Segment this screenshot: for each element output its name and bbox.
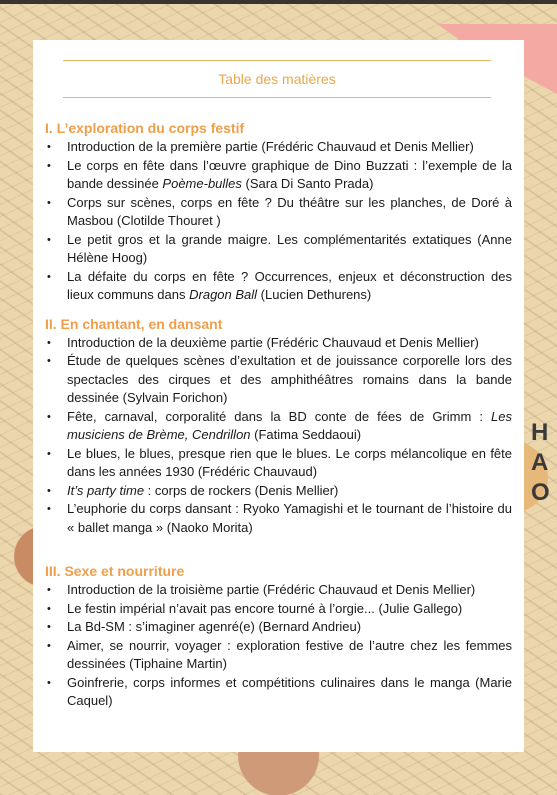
- toc-entry: • Le blues, le blues, presque rien que le blues. Le corps mélancolique en fête dans les années 1930 (Frédéric Chauvaud): [45, 445, 512, 482]
- toc-entry: • Corps sur scènes, corps en fête ? Du théâtre sur les planches, de Doré à Masbou (Clotilde Thouret ): [45, 194, 512, 231]
- toc-entry: • Introduction de la troisième partie (Frédéric Chauvaud et Denis Mellier): [45, 581, 512, 600]
- toc-entry: • Le corps en fête dans l’œuvre graphique de Dino Buzzati : l’exemple de la bande dessinée Poème-bulles (Sara Di Santo Prada): [45, 157, 512, 194]
- toc-content: [45, 118, 512, 720]
- work-title: Dragon Ball: [189, 287, 258, 302]
- toc-entry: • Aimer, se nourrir, voyager : exploration festive de l’autre chez les femmes dessinées (Tiphaine Martin): [45, 637, 512, 674]
- toc-list: [45, 581, 512, 711]
- background-lettering: HA O: [531, 419, 550, 506]
- toc-entry: • La Bd-SM : s’imaginer agenré(e) (Bernard Andrieu): [45, 618, 512, 637]
- section-title: II. En chantant, en dansant: [45, 315, 223, 332]
- toc-entry: • Introduction de la deuxième partie (Frédéric Chauvaud et Denis Mellier): [45, 334, 512, 353]
- toc-title: Table des matières: [63, 60, 491, 98]
- toc-entry: • It’s party time : corps de rockers (Denis Mellier): [45, 482, 512, 501]
- work-title: It’s party time: [67, 482, 145, 498]
- toc-entry: • La défaite du corps en fête ? Occurrences, enjeux et déconstruction des lieux communs dans Dragon Ball (Lucien Dethurens): [45, 268, 512, 305]
- toc-list: [45, 334, 512, 538]
- toc-entry: • Le festin impérial n’avait pas encore tourné à l’orgie... (Julie Gallego): [45, 600, 512, 619]
- toc-entry: • Introduction de la première partie (Frédéric Chauvaud et Denis Mellier): [45, 138, 512, 157]
- toc-panel: [33, 40, 524, 752]
- toc-entry: • L’euphorie du corps dansant : Ryoko Yamagishi et le tournant de l’histoire du « ballet manga » (Naoko Morita): [45, 500, 512, 537]
- toc-section: [45, 118, 512, 305]
- toc-section: [45, 561, 512, 711]
- top-bar: [0, 0, 557, 4]
- toc-entry: • Étude de quelques scènes d’exultation et de jouissance corporelle lors des spectacles des cirques et des amphithéâtres romains dans la bande dessinée (Sylvain Forichon): [45, 352, 512, 408]
- work-title: Les musiciens de Brème, Cendrillon: [67, 408, 512, 442]
- toc-entry: • Goinfrerie, corps informes et compétitions culinaires dans le manga (Marie Caquel): [45, 674, 512, 711]
- work-title: Poème-bulles: [162, 176, 242, 191]
- toc-entry: • Le petit gros et la grande maigre. Les complémentarités extatiques (Anne Hélène Hoog): [45, 231, 512, 268]
- toc-list: [45, 138, 512, 305]
- section-title: III. Sexe et nourriture: [45, 563, 185, 579]
- section-title: I. L’exploration du corps festif: [45, 120, 245, 136]
- toc-section: [45, 314, 512, 538]
- toc-entry: • Fête, carnaval, corporalité dans la BD conte de fées de Grimm : Les musiciens de Brème, Cendrillon (Fatima Seddaoui): [45, 408, 512, 445]
